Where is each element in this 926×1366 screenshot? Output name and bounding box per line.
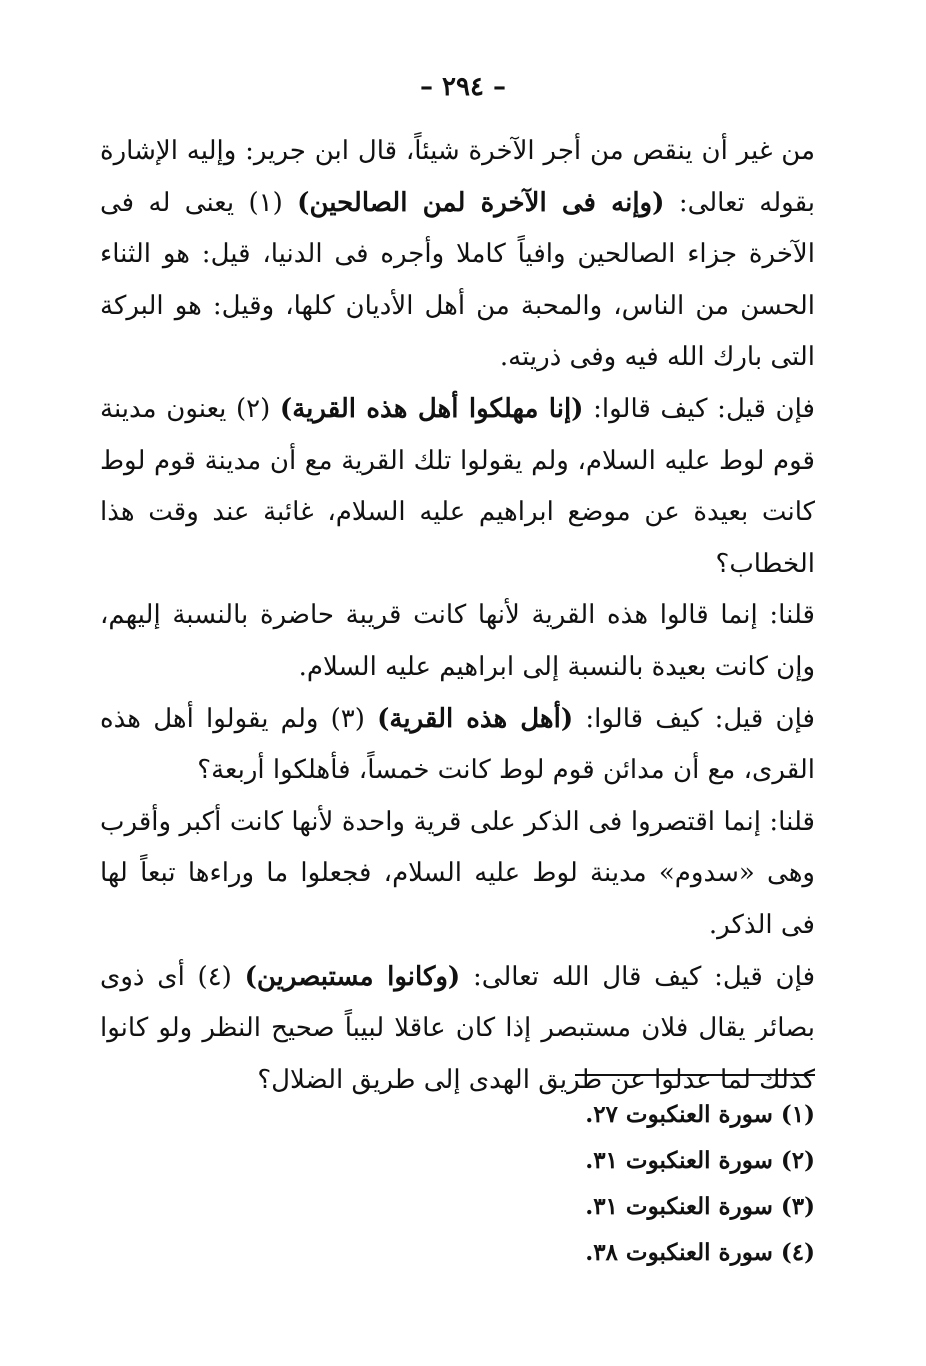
text-segment: (٤) أى ذوى بصائر يقال فلان مستبصر إذا كان عاقلا لبيباً صحيح النظر ولو كانوا كذلك لما عدلوا عن طريق الهدى إلى طريق الضلال؟ — [100, 961, 815, 1095]
text-segment: (١) يعنى له فى الآخرة جزاء الصالحين وافياً كاملا وأجره فى الدنيا، قيل: هو الثناء الحسن من الناس، والمحبة من أهل الأديان كلها، وقيل: هو البركة التى بارك الله فيه وفى ذريته. — [100, 187, 815, 373]
footnote: (٤) سورة العنكبوت ٣٨. — [585, 1239, 815, 1266]
paragraph — [100, 126, 815, 384]
footnote: (٣) سورة العنكبوت ٣١. — [585, 1193, 815, 1220]
text-segment: (٢) يعنون مدينة قوم لوط عليه السلام، ولم يقولوا تلك القرية مع أن مدينة قوم لوط كانت بعيدة عن موضع ابراهيم عليه السلام، غائبة عند وقت هذا الخطاب؟ — [100, 393, 816, 579]
text-segment: قلنا: إنما اقتصروا فى الذكر على قرية واحدة لأنها كانت أكبر وأقرب وهى «سدوم» مدينة لوط عليه السلام، فجعلوا ما وراءها تبعاً لها فى الذكر. — [100, 806, 815, 940]
paragraph — [100, 797, 815, 952]
text-segment: (٣) ولم يقولوا أهل هذه القرى، مع أن مدائن قوم لوط كانت خمساً، فأهلكوا أربعة؟ — [100, 703, 815, 786]
paragraph — [100, 952, 815, 1107]
quran-quote: (وكانوا مستبصرين) — [244, 961, 461, 992]
text-segment: من غير أن ينقص من أجر الآخرة شيئاً، قال ابن جرير: وإليه الإشارة بقوله تعالى: — [100, 136, 815, 218]
paragraph — [100, 384, 815, 590]
quran-quote: (وإنه فى الآخرة لمن الصالحين) — [297, 187, 665, 218]
quran-quote: (أهل هذه القرية) — [377, 703, 574, 734]
text-segment: فإن قيل: كيف قال الله تعالى: — [460, 961, 815, 992]
paragraph — [100, 694, 815, 797]
page-number: – ٢٩٤ – — [419, 72, 507, 102]
footnotes — [415, 1092, 815, 1276]
footnote: (١) سورة العنكبوت ٢٧. — [585, 1101, 815, 1128]
text-segment: قلنا: إنما قالوا هذه القرية لأنها كانت قريبة حاضرة بالنسبة إليهم، وإن كانت بعيدة بالنسبة إلى ابراهيم عليه السلام. — [100, 600, 815, 682]
quran-quote: (إنا مهلكوا أهل هذه القرية) — [279, 393, 584, 424]
text-segment: فإن قيل: كيف قالوا: — [583, 393, 815, 424]
footnote: (٢) سورة العنكبوت ٣١. — [585, 1147, 815, 1174]
footnote-separator — [575, 1074, 815, 1076]
paragraph — [100, 590, 815, 693]
body-text — [100, 126, 815, 1106]
text-segment: فإن قيل: كيف قالوا: — [573, 703, 815, 734]
